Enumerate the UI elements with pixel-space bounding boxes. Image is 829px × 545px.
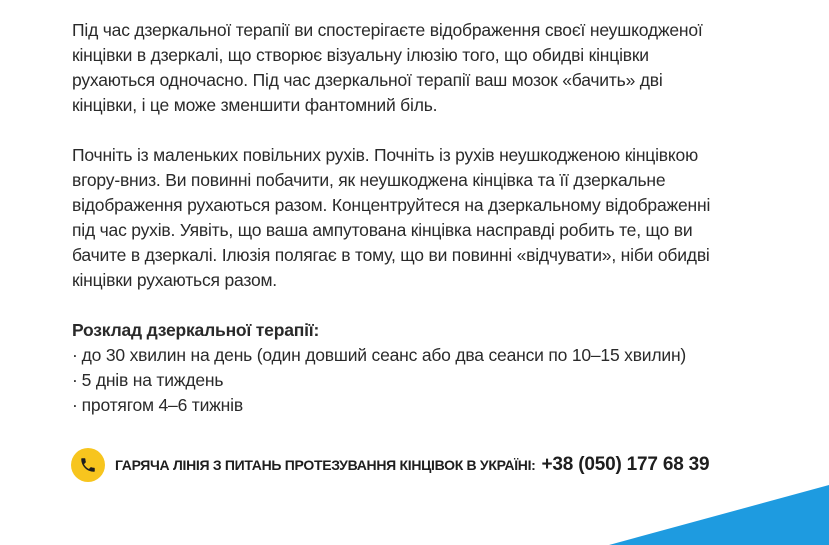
list-item-text: 5 днів на тиждень xyxy=(81,370,224,390)
schedule-list xyxy=(72,343,772,418)
therapy-schedule xyxy=(72,318,772,418)
text-line: Почніть із маленьких повільних рухів. Почніть із рухів неушкодженою кінцівкою xyxy=(72,145,699,165)
list-item-text: протягом 4–6 тижнів xyxy=(81,395,243,415)
list-item xyxy=(72,393,772,418)
text-line: відображення рухаються разом. Концентруйтеся на дзеркальному відображенні xyxy=(72,195,711,215)
bullet-dot: · xyxy=(72,370,78,390)
paragraph-instructions xyxy=(72,143,772,293)
bullet-dot: · xyxy=(72,345,78,365)
bullet-dot: · xyxy=(72,395,78,415)
list-item xyxy=(72,343,772,368)
schedule-title: Розклад дзеркальної терапії: xyxy=(72,320,320,340)
text-line: кінцівки рухаються разом. xyxy=(72,270,277,290)
text-line: кінцівки в дзеркалі, що створює візуальну ілюзію того, що обидві кінцівки xyxy=(72,45,649,65)
decorative-corner-triangle xyxy=(609,485,829,545)
text-line: під час рухів. Уявіть, що ваша ампутована кінцівка насправді робить те, що ви xyxy=(72,220,693,240)
paragraph-mirror-therapy-intro xyxy=(72,18,772,118)
list-item xyxy=(72,368,772,393)
text-line: вгору-вниз. Ви повинні побачити, як неушкоджена кінцівка та її дзеркальне xyxy=(72,170,666,190)
hotline-label: ГАРЯЧА ЛІНІЯ З ПИТАНЬ ПРОТЕЗУВАННЯ КІНЦІВОК В УКРАЇНІ: xyxy=(115,457,536,473)
text-line: кінцівки, і це може зменшити фантомний біль. xyxy=(72,95,438,115)
list-item-text: до 30 хвилин на день (один довший сеанс або два сеанси по 10–15 хвилин) xyxy=(81,345,687,365)
hotline xyxy=(71,447,709,483)
text-line: бачите в дзеркалі. Ілюзія полягає в тому, що ви повинні «відчувати», ніби обидві xyxy=(72,245,710,265)
text-line: Під час дзеркальної терапії ви спостерігаєте відображення своєї неушкодженої xyxy=(72,20,703,40)
article-body xyxy=(72,18,772,418)
hotline-phone-number[interactable]: +38 (050) 177 68 39 xyxy=(541,454,710,475)
text-line: рухаються одночасно. Під час дзеркальної терапії ваш мозок «бачить» дві xyxy=(72,70,663,90)
phone-icon xyxy=(71,448,105,482)
